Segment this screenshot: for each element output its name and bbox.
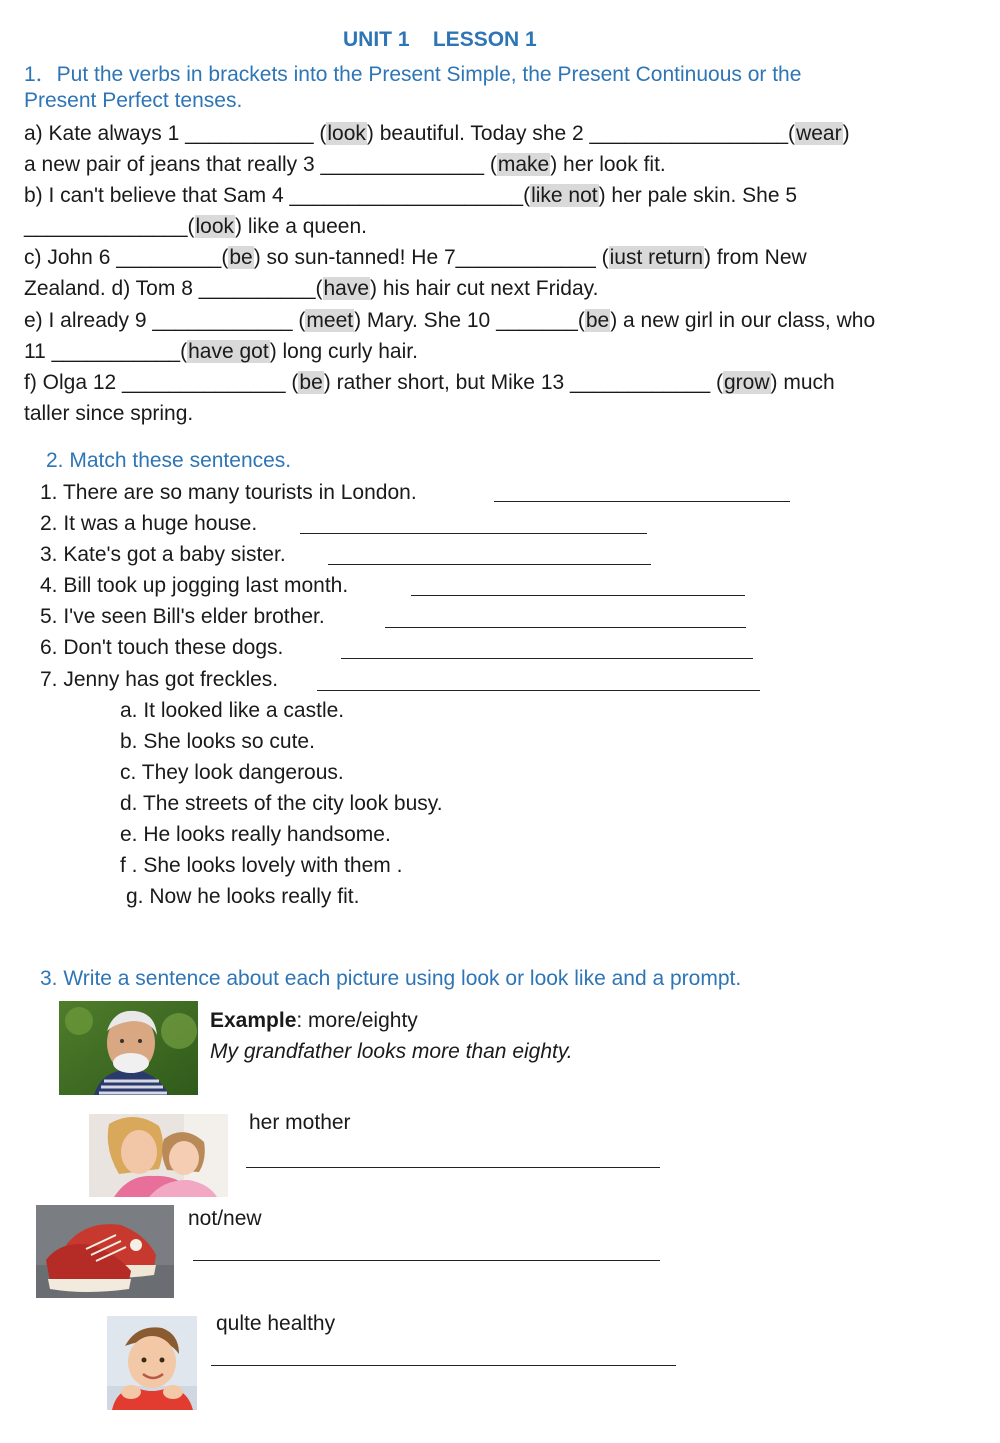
match-option-f: f . She looks lovely with them . [120, 854, 403, 877]
ex1-instruction-line1: 1．Put the verbs in brackets into the Present Simple, the Present Continuous or the [24, 63, 802, 86]
ex1-line-1: a) Kate always 1 ___________ (look) beautiful. Today she 2 _________________(wear) [24, 122, 850, 145]
ex1-line-6: Zealand. d) Tom 8 __________(have) his hair cut next Friday. [24, 277, 599, 300]
ex3-title: 3. Write a sentence about each picture using look or look like and a prompt. [40, 967, 742, 990]
match-sentence-2: 2. It was a huge house. [40, 512, 258, 535]
answer-line-pic-3[interactable] [211, 1365, 676, 1366]
verb-prompt: make [497, 153, 550, 176]
answer-line-2[interactable] [300, 533, 647, 534]
unit-label: UNIT 1 [343, 28, 410, 51]
ex2-title: 2. Match these sentences. [46, 449, 292, 472]
match-sentence-1: 1. There are so many tourists in London. [40, 481, 417, 504]
ex1-line-7: e) I already 9 ____________ (meet) Mary. She 10 _______(be) a new girl in our class, who [24, 309, 876, 332]
boy-photo [107, 1316, 197, 1410]
answer-line-4[interactable] [411, 595, 745, 596]
ex1-line-5: c) John 6 _________(be) so sun-tanned! He 7____________ (iust return) from New [24, 246, 807, 269]
verb-prompt: have [323, 277, 370, 300]
ex1-line-9: f) Olga 12 ______________ (be) rather short, but Mike 13 ____________ (grow) much [24, 371, 835, 394]
answer-line-5[interactable] [385, 627, 746, 628]
mother-daughter-photo [89, 1114, 228, 1197]
page-title [343, 28, 537, 52]
match-sentence-3: 3. Kate's got a baby sister. [40, 543, 286, 566]
verb-prompt: iust return [609, 246, 703, 269]
match-option-d: d. The streets of the city look busy. [120, 792, 443, 815]
ex1-line-8: 11 ___________(have got) long curly hair. [24, 340, 418, 363]
match-sentence-6: 6. Don't touch these dogs. [40, 636, 284, 659]
match-option-a: a. It looked like a castle. [120, 699, 345, 722]
prompt-3: qulte healthy [216, 1312, 336, 1335]
lesson-label: LESSON 1 [432, 28, 537, 51]
old-man-photo [59, 1001, 198, 1095]
example-line: Example: more/eighty [210, 1009, 418, 1032]
match-sentence-5: 5. I've seen Bill's elder brother. [40, 605, 325, 628]
verb-prompt: be [229, 246, 253, 269]
answer-line-3[interactable] [328, 564, 651, 565]
verb-prompt: look [195, 215, 235, 238]
verb-prompt: be [585, 309, 610, 332]
sneakers-photo [36, 1205, 174, 1298]
match-sentence-7: 7. Jenny has got freckles. [40, 668, 279, 691]
ex1-line-4: ______________(look) like a queen. [24, 215, 367, 238]
ex1-line-3: b) I can't believe that Sam 4 ____________________(like not) her pale skin. She 5 [24, 184, 798, 207]
answer-line-7[interactable] [317, 690, 760, 691]
answer-line-1[interactable] [494, 501, 790, 502]
prompt-1: her mother [249, 1111, 351, 1134]
verb-prompt: meet [306, 309, 354, 332]
prompt-2: not/new [188, 1207, 262, 1230]
answer-line-pic-1[interactable] [246, 1167, 660, 1168]
match-option-g: g. Now he looks really fit. [126, 885, 360, 908]
answer-line-6[interactable] [341, 658, 753, 659]
answer-line-pic-2[interactable] [193, 1260, 660, 1261]
match-option-c: c. They look dangerous. [120, 761, 344, 784]
ex1-instruction-line2: Present Perfect tenses. [24, 89, 243, 112]
verb-prompt: like not [531, 184, 598, 207]
match-sentence-4: 4. Bill took up jogging last month. [40, 574, 349, 597]
verb-prompt: wear [796, 122, 842, 145]
example-answer: My grandfather looks more than eighty. [210, 1040, 573, 1063]
match-option-e: e. He looks really handsome. [120, 823, 391, 846]
match-option-b: b. She looks so cute. [120, 730, 315, 753]
ex1-line-10: taller since spring. [24, 402, 194, 425]
verb-prompt: look [327, 122, 366, 145]
ex1-line-2: a new pair of jeans that really 3 ______________ (make) her look fit. [24, 153, 666, 176]
verb-prompt: have got [188, 340, 269, 363]
verb-prompt: grow [724, 371, 770, 394]
verb-prompt: be [299, 371, 323, 394]
